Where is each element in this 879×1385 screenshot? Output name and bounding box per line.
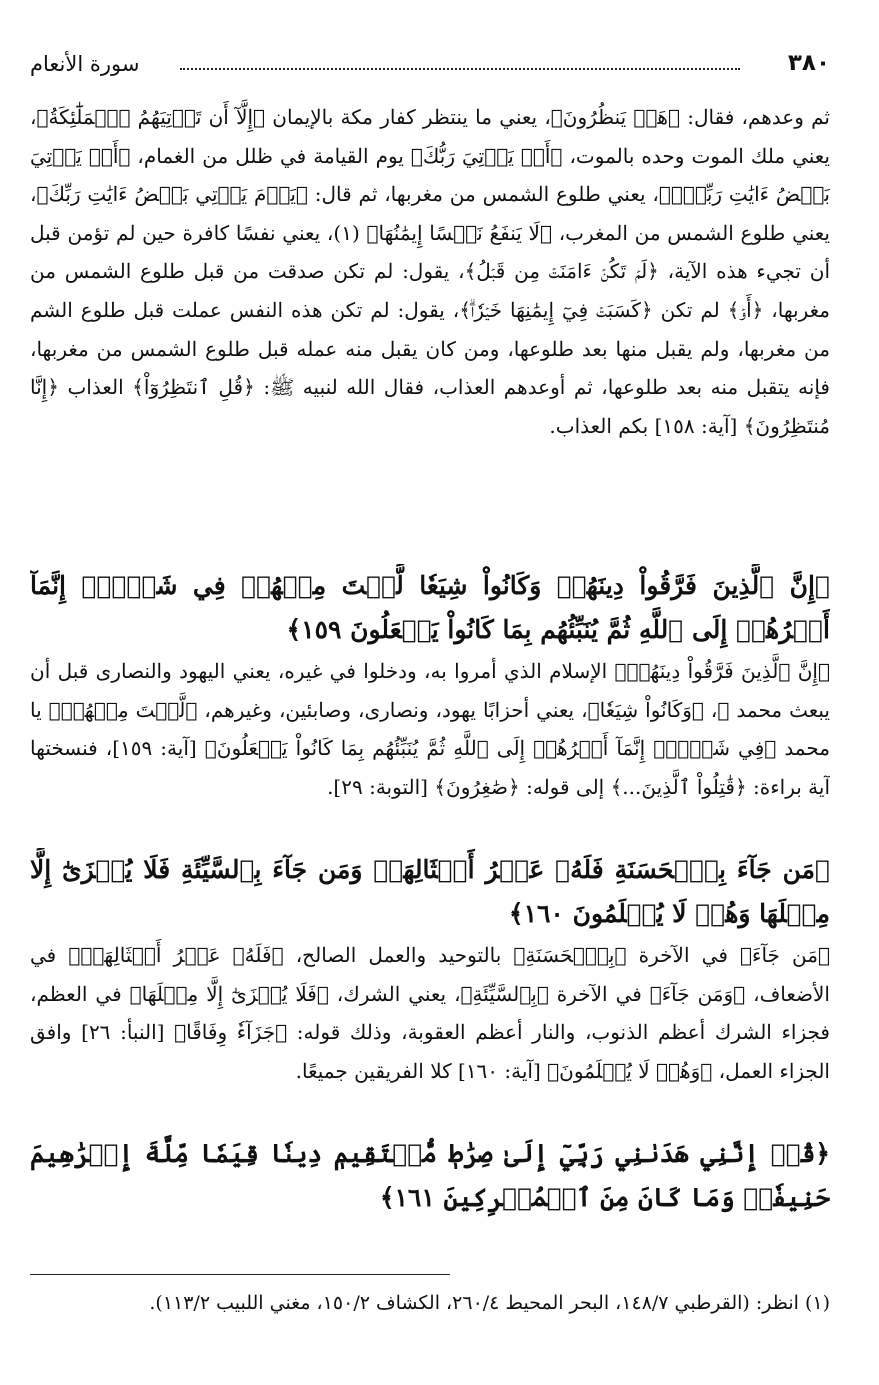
surah-title: سورة الأنعام: [30, 52, 140, 76]
page-number: ٣٨٠: [787, 50, 830, 76]
page-body: [30, 98, 830, 1220]
footnote-divider: [30, 1274, 450, 1275]
quran-verse-159: ﴿إِنَّ ٱلَّذِينَ فَرَّقُواْ دِينَهُمۡ وَكَانُواْ شِيَعٗا لَّسۡتَ مِنۡهُمۡ فِي شَيۡءٍۚ إِنَّمَآ أَمۡرُهُمۡ إِلَى ٱللَّهِ ثُمَّ يُنَبِّئُهُم بِمَا كَانُواْ يَفۡعَلُونَ ١٥٩﴾: [30, 571, 830, 644]
book-page: [30, 48, 830, 1368]
footnote: (١) انظر: (القرطبي ١٤٨/٧، البحر المحيط ٢٦٠/٤، الكشاف ١٥٠/٢، مغني اللبيب ١١٣/٢).: [149, 1292, 830, 1314]
commentary-paragraph-2: ﴿إِنَّ ٱلَّذِينَ فَرَّقُواْ دِينَهُمۡ﴾ الإسلام الذي أمروا به، ودخلوا في غيره، يعني اليهود والنصارى قبل أن يبعث محمد ﷺ، ﴿وَكَانُواْ شِيَعٗا﴾، يعني أحزابًا يهود، ونصارى، وصابئين، وغيرهم، ﴿لَّسۡتَ مِنۡهُمۡ﴾ يا محمد ﴿فِي شَيۡءٍۚ إِنَّمَآ أَمۡرُهُمۡ إِلَى ٱللَّهِ ثُمَّ يُنَبِّئُهُم بِمَا كَانُواْ يَفۡعَلُونَ﴾ [آية: ١٥٩]، فنسختها آية براءة: ﴿قَٰتِلُواْ ٱلَّذِينَ...﴾ إلى قوله: ﴿صَٰغِرُونَ﴾ [التوبة: ٢٩].: [30, 659, 830, 799]
quran-verse-160: ﴿مَن جَآءَ بِٱلۡحَسَنَةِ فَلَهُۥ عَشۡرُ أَمۡثَالِهَاۖ وَمَن جَآءَ بِٱلسَّيِّئَةِ فَلَا يُجۡزَىٰٓ إِلَّا مِثۡلَهَا وَهُمۡ لَا يُظۡلَمُونَ ١٦٠﴾: [30, 855, 830, 928]
quran-verse-161: ﴿قُلۡ إِنَّنِي هَدَىٰنِي رَبِّيٓ إِلَىٰ صِرَٰطٖ مُّسۡتَقِيمٖ دِينٗا قِيَمٗا مِّلَّةَ إِبۡرَٰهِيمَ حَنِيفٗاۚ وَمَا كَانَ مِنَ ٱلۡمُشۡرِكِينَ ١٦١﴾: [30, 1139, 830, 1212]
page-header: [30, 48, 830, 84]
commentary-paragraph-3: ﴿مَن جَآءَ﴾ في الآخرة ﴿بِٱلۡحَسَنَةِ﴾ بالتوحيد والعمل الصالح، ﴿فَلَهُۥ عَشۡرُ أَمۡثَالِهَاۖ﴾ في الأضعاف، ﴿وَمَن جَآءَ﴾ في الآخرة ﴿بِٱلسَّيِّئَةِ﴾، يعني الشرك، ﴿فَلَا يُجۡزَىٰٓ إِلَّا مِثۡلَهَا﴾ في العظم، فجزاء الشرك أعظم الذنوب، والنار أعظم العقوبة، وذلك قوله: ﴿جَزَآءٗ وِفَاقًا﴾ [النبأ: ٢٦] وافق الجزاء العمل، ﴿وَهُمۡ لَا يُظۡلَمُونَ﴾ [آية: ١٦٠] كلا الفريقين جميعًا.: [30, 943, 830, 1083]
header-dotted-leader: [180, 68, 740, 70]
commentary-paragraph-1: ثم وعدهم، فقال: ﴿هَلۡ يَنظُرُونَ﴾، يعني ما ينتظر كفار مكة بالإيمان ﴿إِلَّآ أَن تَأۡتِيَهُمُ ٱلۡمَلَٰٓئِكَةُ﴾، يعني ملك الموت وحده بالموت، ﴿أَوۡ يَأۡتِيَ رَبُّكَ﴾ يوم القيامة في ظلل من الغمام، ﴿أَوۡ يَأۡتِيَ بَعۡضُ ءَايَٰتِ رَبِّكَۗ﴾، يعني طلوع الشمس من مغربها، ثم قال: ﴿يَوۡمَ يَأۡتِي بَعۡضُ ءَايَٰتِ رَبِّكَ﴾، يعني طلوع الشمس من المغرب، ﴿لَا يَنفَعُ نَفۡسًا إِيمَٰنُهَا﴾ (١)، يعني نفسًا كافرة حين لم تؤمن قبل أن تجيء هذه الآية، ﴿لَمۡ تَكُنۡ ءَامَنَتۡ مِن قَبۡلُ﴾، يقول: لم تكن صدقت من قبل طلوع الشمس من مغربها، ﴿أَوۡ﴾ لم تكن ﴿كَسَبَتۡ فِيٓ إِيمَٰنِهَا خَيۡرٗاۗ﴾، يقول: لم تكن هذه النفس عملت قبل طلوع الشم من مغربها، ولم يقبل منها بعد طلوعها، ومن كان يقبل منه عمله قبل طلوع الشمس من مغربها، فإنه يتقبل منه بعد طلوعها، ثم أوعدهم العذاب، فقال الله لنبيه ﷺ: ﴿قُلِ ٱنتَظِرُوٓاْ﴾ العذاب ﴿إِنَّا مُنتَظِرُونَ﴾ [آية: ١٥٨] بكم العذاب.: [30, 105, 830, 438]
